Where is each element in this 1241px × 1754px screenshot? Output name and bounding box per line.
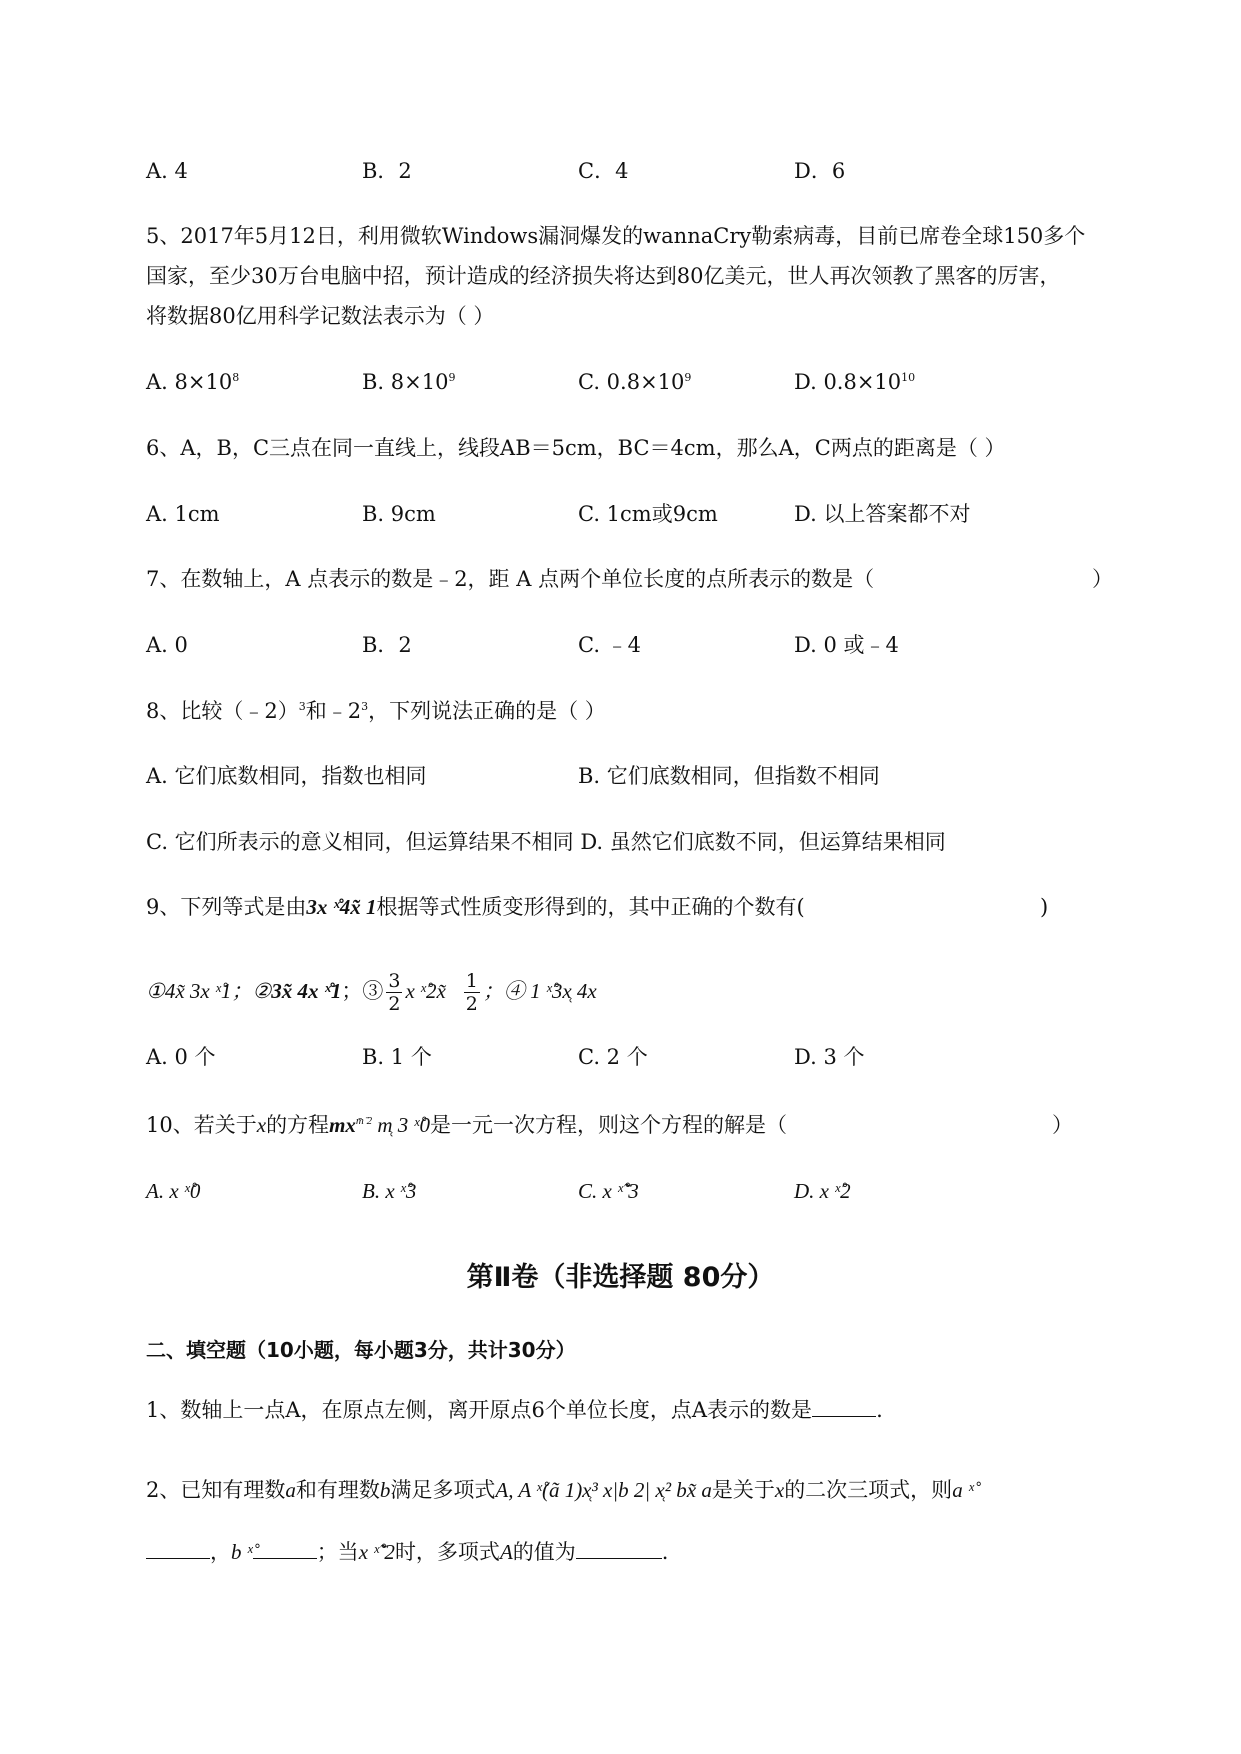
q5-line-2: 国家，至少30万台电脑中招，预计造成的经济损失将达到80亿美元，世人再次领教了黑客的厉害， [146,264,1061,288]
q6-option-d: D. 以上答案都不对 [794,502,971,526]
q9-option-b: B. 1 个 [362,1045,432,1069]
q10-option-c: C. x ˣ̊̃ 3 [578,1179,639,1203]
q4-option-d: D．6 [794,159,846,183]
q5-line-1: 5、2017年5月12日，利用微软Windows漏洞爆发的wannaCry勒索病毒，目前已席卷全球150多个 [146,224,1086,248]
q4-option-a: A. 4 [146,159,188,183]
q8-prefix: 8、比较（﹣2） [146,699,299,723]
fill-2-when: ；当 [316,1540,359,1564]
q5-option-c-base: C. 0.8×10 [578,370,685,394]
q7-option-c: C. ﹣4 [578,633,642,657]
fill-2-expr: A ˣ̊(ã 1)x̜³ x|b 2| x̜² bx̃ a [513,1478,712,1502]
q5-option-a-exp: 8 [232,371,240,384]
q9-formula: 3x ˣ̊4x̃ 1 [306,895,377,919]
q5-line-3: 将数据80亿用科学记数法表示为（ ） [146,304,495,328]
fill-2-A2: A [499,1540,513,1564]
q8-exp2: 3 [361,700,369,713]
q9-fraction-3-2 [386,970,402,1015]
q9-item-3-formula: x ˣ̊2x̃ [405,979,446,1003]
q5-option-a [146,368,239,396]
q9-frac2-num: 1 [465,970,478,992]
q10-prefix: 10、若关于 [146,1113,257,1137]
q9-item-4: ；④ 1 ˣ̊3x̜ 4x [482,979,597,1003]
fill-2-quad: 的二次三项式，则 [784,1478,953,1502]
fill-2-and: 和有理数 [295,1478,380,1502]
q9-suffix: 根据等式性质变形得到的，其中正确的个数有( [376,895,805,919]
q5-option-b [362,368,455,396]
q5-option-c [578,368,691,396]
q10-mid: 的方程 [266,1113,330,1137]
fill-2-cond: x ˣ̊̃ 2 [358,1540,395,1564]
fill-2-blank-a[interactable] [146,1538,210,1559]
q4-option-c: C．4 [578,159,629,183]
q5-option-d [794,368,915,396]
fill-2-A: A, [495,1478,514,1502]
fill-1-blank[interactable] [812,1396,876,1417]
q9-option-c: C. 2 个 [578,1045,648,1069]
q9-item-2-formula: 3x̃ 4x ˣ̊1 [271,979,342,1003]
q10-formula-rest: m̜ 3 ˣ̊0 [372,1113,430,1137]
q9-item-1-2: ①4x̃ 3x ˣ̊1；② [146,979,272,1003]
fill-2-line-1 [146,1476,974,1504]
fill-1-end: . [876,1398,883,1422]
q8-question [146,697,606,725]
q9-frac2-den: 2 [465,993,478,1015]
fill-2-pre: 2、已知有理数 [146,1478,286,1502]
q8-option-a: A. 它们底数相同，指数也相同 [146,764,427,788]
q7-question: 7、在数轴上，A 点表示的数是﹣2，距 A 点两个单位长度的点所表示的数是（ [146,567,875,591]
q9-frac-den: 2 [388,993,401,1015]
q9-item-3-label: ；③ [341,979,384,1003]
fill-2-about: 是关于 [711,1478,775,1502]
q5-option-c-exp: 9 [684,371,692,384]
q5-option-b-base: B. 8×10 [362,370,449,394]
q10-formula: mx [329,1113,356,1137]
q7-option-a: A. 0 [146,633,188,657]
q9-items [146,966,597,1016]
q9-frac-num: 3 [388,970,401,992]
part2-title: 第Ⅱ卷（非选择题 80分） [466,1262,775,1293]
q4-option-b: B．2 [362,159,412,183]
q8-exp1: 3 [298,700,306,713]
q10-suffix: 是一元一次方程，则这个方程的解是（ [429,1113,787,1137]
fill-2-line-2 [146,1538,668,1566]
q8-option-cd: C. 它们所表示的意义相同，但运算结果不相同 D. 虽然它们底数不同，但运算结果相同 [146,830,946,854]
q9-question [146,893,805,921]
fill-2-blank-c[interactable] [576,1538,662,1559]
q7-option-b: B．2 [362,633,412,657]
q5-option-d-base: D. 0.8×10 [794,370,902,394]
fill-2-comma: ， [210,1540,231,1564]
q9-fraction-1-2 [464,970,480,1015]
q6-option-b: B. 9cm [362,502,436,526]
q10-option-a: A. x ˣ̊0 [146,1179,201,1203]
fill-2-satisfy: 满足多项式 [390,1478,496,1502]
q9-option-a: A. 0 个 [146,1045,216,1069]
q8-option-b: B. 它们底数相同，但指数不相同 [578,764,880,788]
q6-option-a: A. 1cm [146,502,220,526]
q9-close-paren: ) [1040,895,1049,919]
q5-option-d-exp: 10 [901,371,916,384]
fill-2-x: x [774,1478,785,1502]
q5-option-a-base: A. 8×10 [146,370,233,394]
q8-suffix: ，下列说法正确的是（ ） [368,699,606,723]
fill-2-time: 时，多项式 [394,1540,500,1564]
q6-question: 6、A，B，C三点在同一直线上，线段AB＝5cm，BC＝4cm，那么A，C两点的距离是（ ） [146,436,1006,460]
q7-option-d: D. 0 或﹣4 [794,633,899,657]
fill-2-a-eq: a ˣ̊ [952,1478,974,1502]
fill-2-b-eq: b ˣ̊ [231,1540,253,1564]
section2-heading: 二、填空题（10小题，每小题3分，共计30分） [146,1338,576,1362]
fill-1 [146,1396,883,1424]
q7-close-paren: ） [1092,567,1113,591]
q10-close-paren: ） [1052,1113,1073,1137]
fill-2-blank-b[interactable] [253,1538,317,1559]
fill-1-text: 1、数轴上一点A，在原点左侧，离开原点6个单位长度，点A表示的数是 [146,1398,813,1422]
q10-var: x [256,1113,267,1137]
q5-option-b-exp: 9 [448,371,456,384]
fill-2-a: a [285,1478,296,1502]
fill-2-end: . [661,1540,669,1564]
q10-question [146,1111,787,1139]
q10-formula-exp: m̄ ̄2 [355,1115,373,1127]
q9-option-d: D. 3 个 [794,1045,865,1069]
q10-option-b: B. x ˣ̊3 [362,1179,417,1203]
q6-option-c: C. 1cm或9cm [578,502,718,526]
q10-option-d: D. x ˣ̊2 [794,1179,851,1203]
q9-prefix: 9、下列等式是由 [146,895,307,919]
fill-2-b: b [379,1478,391,1502]
q8-mid: 和﹣2 [305,699,362,723]
fill-2-value: 的值为 [512,1540,576,1564]
